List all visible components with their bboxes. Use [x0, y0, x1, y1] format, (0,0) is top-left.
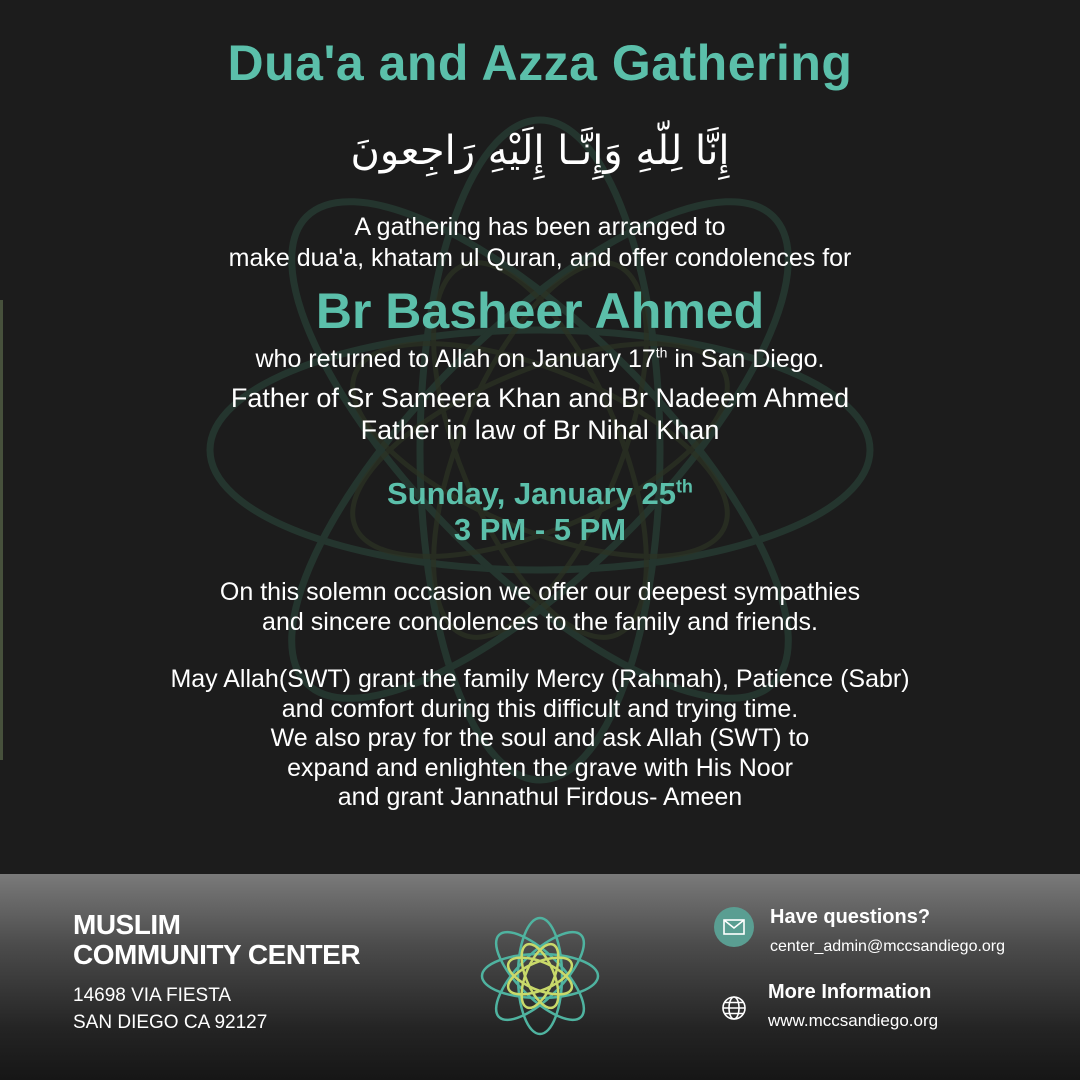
- org-address: [73, 982, 267, 1036]
- deceased-name: Br Basheer Ahmed: [315, 283, 765, 339]
- family-line: Father of Sr Sameera Khan and Br Nadeem Ahmed: [230, 383, 850, 413]
- returned-line: [0, 345, 1080, 374]
- intro-line: make dua'a, khatam ul Quran, and offer condolences for: [228, 244, 852, 272]
- family-line: Father in law of Br Nihal Khan: [360, 415, 720, 445]
- intro-line: A gathering has been arranged to: [354, 213, 726, 241]
- condolence-text: [0, 577, 1080, 637]
- address-line: 14698 VIA FIESTA: [73, 985, 232, 1006]
- org-name-line: MUSLIM: [73, 909, 181, 940]
- globe-icon: [721, 995, 747, 1021]
- prayer-line: and comfort during this difficult and trying time.: [281, 694, 799, 723]
- returned-suffix: in San Diego.: [667, 345, 825, 373]
- org-name: [73, 910, 360, 970]
- address-line: SAN DIEGO CA 92127: [73, 1012, 268, 1033]
- event-date-text: Sunday, January 25: [387, 476, 676, 511]
- envelope-icon: [714, 907, 754, 947]
- intro-text: [0, 212, 1080, 274]
- condolence-line: On this solemn occasion we offer our deepest sympathies: [219, 578, 861, 606]
- arabic-verse: إِنَّا لِلّهِ وَإِنَّـا إِلَيْهِ رَاجِعونَ: [350, 128, 730, 174]
- questions-label: Have questions?: [770, 906, 931, 928]
- page-title: Dua'a and Azza Gathering: [227, 35, 853, 91]
- prayer-line: We also pray for the soul and ask Allah (SWT) to: [270, 724, 810, 752]
- returned-prefix: who returned to Allah on January 17: [255, 345, 656, 373]
- family-relations: [0, 382, 1080, 446]
- prayer-text: [0, 665, 1080, 813]
- event-date: [0, 476, 1080, 512]
- prayer-line: May Allah(SWT) grant the family Mercy (Rahmah), Patience (Sabr): [170, 665, 910, 693]
- event-schedule: [0, 476, 1080, 548]
- website-link[interactable]: www.mccsandiego.org: [768, 1011, 939, 1030]
- more-info-label: More Information: [768, 981, 932, 1003]
- event-date-ordinal: th: [675, 476, 693, 497]
- event-time: 3 PM - 5 PM: [453, 512, 627, 547]
- returned-ordinal: th: [655, 344, 668, 361]
- condolence-line: and sincere condolences to the family and friends.: [262, 608, 818, 636]
- footer: [0, 874, 1080, 1080]
- contact-email[interactable]: center_admin@mccsandiego.org: [770, 938, 1006, 955]
- prayer-line: and grant Jannathul Firdous- Ameen: [337, 783, 743, 811]
- org-name-line: COMMUNITY CENTER: [73, 939, 361, 970]
- mcc-star-logo: [478, 914, 602, 1038]
- prayer-line: expand and enlighten the grave with His Noor: [287, 753, 793, 782]
